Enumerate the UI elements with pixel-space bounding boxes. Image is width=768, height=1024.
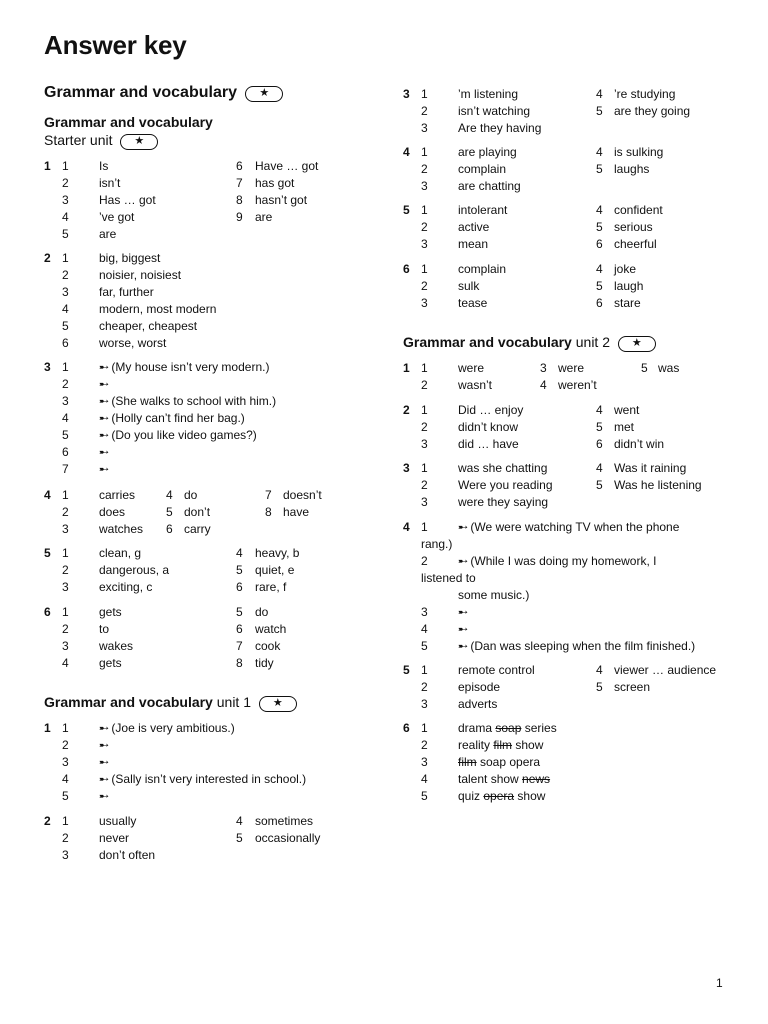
item-number: 1 <box>62 605 69 619</box>
item-number: 3 <box>62 848 69 862</box>
answer-text: weren’t <box>558 378 597 392</box>
item-number: 5 <box>62 428 69 442</box>
arrow-icon: ➸ <box>99 721 109 735</box>
question-number: 2 <box>44 251 51 265</box>
item-number: 4 <box>62 772 69 786</box>
question-number: 1 <box>403 361 410 375</box>
item-number: 1 <box>421 361 428 375</box>
item-number: 5 <box>596 680 603 694</box>
item-number: 1 <box>421 663 428 677</box>
arrow-icon: ➸ <box>99 738 109 752</box>
struck-word: opera <box>483 789 515 803</box>
subheading-text: unit 2 <box>575 334 610 350</box>
answer-text <box>458 772 550 786</box>
item-number: 5 <box>421 639 428 653</box>
item-number: 4 <box>596 461 603 475</box>
answer-text: Did … enjoy <box>458 403 524 417</box>
item-number: 4 <box>596 87 603 101</box>
heading-text: Grammar and vocabulary <box>44 84 237 101</box>
item-number: 1 <box>421 203 428 217</box>
struck-word: soap <box>495 721 522 735</box>
star-rating-badge <box>618 336 656 352</box>
subheading-starter-unit <box>44 132 158 150</box>
answer-word: series <box>521 721 557 735</box>
star-icon: ★ <box>631 337 642 349</box>
item-number: 6 <box>236 580 243 594</box>
item-number: 9 <box>236 210 243 224</box>
answer-word: talent show <box>458 772 523 786</box>
answer-text: tease <box>458 296 488 310</box>
item-number: 3 <box>540 361 547 375</box>
answer-text: is sulking <box>614 145 664 159</box>
item-number: 4 <box>62 411 69 425</box>
answer-word: show <box>514 789 546 803</box>
question-number: 1 <box>44 721 51 735</box>
item-number: 8 <box>265 505 272 519</box>
answer-text: ’re studying <box>614 87 676 101</box>
answer-text: are <box>99 227 117 241</box>
item-number: 3 <box>421 755 428 769</box>
answer-text: dangerous, a <box>99 563 170 577</box>
item-number: 5 <box>62 789 69 803</box>
item-number: 4 <box>62 210 69 224</box>
answer-text: was she chatting <box>458 461 548 475</box>
item-number: 3 <box>62 285 69 299</box>
item-number: 5 <box>596 162 603 176</box>
item-number: 5 <box>421 789 428 803</box>
item-number: 6 <box>596 296 603 310</box>
struck-word: film <box>493 738 513 752</box>
item-number: 3 <box>62 522 69 536</box>
answer-text: ➸ (My house isn’t very modern.) <box>99 360 270 374</box>
answer-text <box>458 605 467 619</box>
item-number: 5 <box>236 831 243 845</box>
section-heading-grammar-vocabulary <box>44 84 283 102</box>
item-number: 1 <box>62 251 69 265</box>
section-heading-unit1 <box>44 694 297 712</box>
answer-word: show <box>512 738 544 752</box>
heading-text: Grammar and vocabulary <box>44 694 213 710</box>
item-number: 5 <box>641 361 648 375</box>
subheading-text: unit 1 <box>216 694 251 710</box>
answer-text: ➸ (Do you like video games?) <box>99 428 257 442</box>
item-number: 2 <box>421 162 428 176</box>
item-number: 4 <box>596 203 603 217</box>
item-number: 3 <box>62 394 69 408</box>
answer-text: do <box>184 488 198 502</box>
answer-text: serious <box>614 220 653 234</box>
question-number: 6 <box>403 721 410 735</box>
item-number: 1 <box>421 721 428 735</box>
item-number: 4 <box>596 403 603 417</box>
answer-text: watch <box>255 622 287 636</box>
heading-text: Grammar and vocabulary <box>44 114 213 130</box>
page-title: Answer key <box>44 30 187 60</box>
answer-text: didn’t win <box>614 437 665 451</box>
struck-word: film <box>458 755 477 769</box>
subheading-text: Starter unit <box>44 132 113 148</box>
answer-text: cheaper, cheapest <box>99 319 198 333</box>
answer-text <box>458 721 557 735</box>
answer-text: gets <box>99 656 122 670</box>
item-number: 2 <box>421 554 428 568</box>
star-icon: ★ <box>259 87 270 99</box>
page-number: 1 <box>716 976 723 990</box>
question-number: 1 <box>44 159 51 173</box>
arrow-icon: ➸ <box>99 394 109 408</box>
arrow-icon: ➸ <box>458 605 468 619</box>
item-number: 1 <box>62 814 69 828</box>
section-heading-starter <box>44 114 213 130</box>
item-number: 5 <box>236 605 243 619</box>
answer-text: ➸ (Holly can’t find her bag.) <box>99 411 245 425</box>
answer-text: noisier, noisiest <box>99 268 182 282</box>
item-number: 3 <box>421 697 428 711</box>
answer-text: ➸ (While I was doing my homework, I <box>458 554 657 568</box>
answer-text: ➸ (Sally isn’t very interested in school.) <box>99 772 307 786</box>
item-number: 2 <box>421 738 428 752</box>
answer-text: were <box>558 361 585 375</box>
answer-text: ➸ (We were watching TV when the phone <box>458 520 680 534</box>
item-number: 4 <box>596 145 603 159</box>
answer-text: were they saying <box>458 495 549 509</box>
answer-text: ➸ (She walks to school with him.) <box>99 394 277 408</box>
item-number: 4 <box>421 772 428 786</box>
star-rating-badge <box>245 86 283 102</box>
arrow-icon: ➸ <box>99 360 109 374</box>
answer-text: stare <box>614 296 641 310</box>
arrow-icon: ➸ <box>458 554 468 568</box>
item-number: 4 <box>236 814 243 828</box>
item-number: 3 <box>62 193 69 207</box>
item-number: 2 <box>421 220 428 234</box>
item-number: 5 <box>166 505 173 519</box>
answer-text: never <box>99 831 130 845</box>
answer-continuation: listened to <box>421 571 476 585</box>
answer-text: active <box>458 220 490 234</box>
item-number: 3 <box>62 755 69 769</box>
item-number: 2 <box>62 505 69 519</box>
question-number: 3 <box>403 87 410 101</box>
item-number: 4 <box>166 488 173 502</box>
item-number: 2 <box>62 377 69 391</box>
answer-text: isn’t <box>99 176 121 190</box>
answer-text: carry <box>184 522 211 536</box>
answer-text: ➸ (Joe is very ambitious.) <box>99 721 235 735</box>
item-number: 6 <box>236 622 243 636</box>
answer-text: watches <box>99 522 144 536</box>
item-number: 4 <box>540 378 547 392</box>
answer-text: has got <box>255 176 295 190</box>
answer-text <box>99 445 108 459</box>
answer-text: carries <box>99 488 136 502</box>
answer-continuation: some music.) <box>458 588 530 602</box>
item-number: 1 <box>421 403 428 417</box>
answer-text: ’m listening <box>458 87 519 101</box>
answer-text: rare, f <box>255 580 287 594</box>
answer-text: wasn’t <box>458 378 493 392</box>
item-number: 4 <box>236 546 243 560</box>
answer-text: does <box>99 505 126 519</box>
item-number: 5 <box>596 420 603 434</box>
item-number: 5 <box>596 104 603 118</box>
item-number: 6 <box>62 336 69 350</box>
question-number: 5 <box>44 546 51 560</box>
item-number: 4 <box>596 663 603 677</box>
answer-text: wakes <box>99 639 134 653</box>
item-number: 2 <box>421 478 428 492</box>
item-number: 2 <box>421 378 428 392</box>
question-number: 4 <box>403 520 410 534</box>
answer-text: Have … got <box>255 159 319 173</box>
answer-text: quiet, e <box>255 563 295 577</box>
answer-text: isn’t watching <box>458 104 531 118</box>
answer-text: cheerful <box>614 237 657 251</box>
item-number: 1 <box>421 520 428 534</box>
answer-text: do <box>255 605 269 619</box>
question-number: 3 <box>44 360 51 374</box>
item-number: 2 <box>421 279 428 293</box>
answer-text: sulk <box>458 279 480 293</box>
item-number: 1 <box>421 461 428 475</box>
item-number: 7 <box>62 462 69 476</box>
arrow-icon: ➸ <box>99 462 109 476</box>
answer-word: soap opera <box>476 755 541 769</box>
answer-text: Has … got <box>99 193 156 207</box>
answer-text: clean, g <box>99 546 142 560</box>
item-number: 1 <box>62 721 69 735</box>
answer-text: are playing <box>458 145 517 159</box>
star-rating-badge <box>120 134 158 150</box>
item-number: 4 <box>421 622 428 636</box>
item-number: 3 <box>421 237 428 251</box>
item-number: 2 <box>421 420 428 434</box>
item-number: 3 <box>421 296 428 310</box>
question-number: 4 <box>403 145 410 159</box>
item-number: 2 <box>62 268 69 282</box>
item-number: 2 <box>421 680 428 694</box>
item-number: 2 <box>62 738 69 752</box>
answer-text: joke <box>614 262 637 276</box>
item-number: 1 <box>421 87 428 101</box>
item-number: 7 <box>236 176 243 190</box>
item-number: 7 <box>265 488 272 502</box>
answer-text: worse, worst <box>99 336 167 350</box>
item-number: 4 <box>62 302 69 316</box>
answer-text: did … have <box>458 437 519 451</box>
item-number: 2 <box>62 563 69 577</box>
item-number: 3 <box>421 179 428 193</box>
item-number: 4 <box>62 656 69 670</box>
item-number: 6 <box>166 522 173 536</box>
arrow-icon: ➸ <box>458 622 468 636</box>
arrow-icon: ➸ <box>99 377 109 391</box>
item-number: 3 <box>62 580 69 594</box>
item-number: 4 <box>596 262 603 276</box>
answer-text: screen <box>614 680 651 694</box>
answer-text: ➸ (Dan was sleeping when the film finished.) <box>458 639 696 653</box>
item-number: 8 <box>236 193 243 207</box>
arrow-icon: ➸ <box>458 520 468 534</box>
answer-text: to <box>99 622 110 636</box>
item-number: 3 <box>421 437 428 451</box>
answer-text: Was it raining <box>614 461 687 475</box>
item-number: 5 <box>62 227 69 241</box>
answer-text: usually <box>99 814 137 828</box>
answer-text: went <box>614 403 640 417</box>
answer-text: Were you reading <box>458 478 553 492</box>
arrow-icon: ➸ <box>99 755 109 769</box>
item-number: 7 <box>236 639 243 653</box>
item-number: 3 <box>62 639 69 653</box>
item-number: 5 <box>596 478 603 492</box>
answer-text: laugh <box>614 279 644 293</box>
answer-text: doesn’t <box>283 488 322 502</box>
item-number: 1 <box>62 546 69 560</box>
arrow-icon: ➸ <box>99 772 109 786</box>
item-number: 6 <box>236 159 243 173</box>
item-number: 2 <box>421 104 428 118</box>
question-number: 5 <box>403 663 410 677</box>
answer-text: complain <box>458 262 507 276</box>
answer-text: Is <box>99 159 109 173</box>
answer-text: gets <box>99 605 122 619</box>
answer-word: quiz <box>458 789 484 803</box>
answer-continuation: rang.) <box>421 537 453 551</box>
item-number: 5 <box>62 319 69 333</box>
answer-text: didn’t know <box>458 420 519 434</box>
question-number: 5 <box>403 203 410 217</box>
answer-text <box>458 738 543 752</box>
answer-text: remote control <box>458 663 535 677</box>
answer-text: don’t <box>184 505 211 519</box>
struck-word: news <box>522 772 551 786</box>
answer-text: are they going <box>614 104 691 118</box>
item-number: 1 <box>421 262 428 276</box>
item-number: 5 <box>596 220 603 234</box>
answer-text: exciting, c <box>99 580 153 594</box>
answer-text: have <box>283 505 310 519</box>
item-number: 6 <box>596 237 603 251</box>
answer-text: occasionally <box>255 831 321 845</box>
answer-text: met <box>614 420 635 434</box>
answer-text: far, further <box>99 285 154 299</box>
answer-text: sometimes <box>255 814 314 828</box>
section-heading-unit2 <box>403 334 656 352</box>
arrow-icon: ➸ <box>99 445 109 459</box>
answer-text: was <box>658 361 680 375</box>
item-number: 1 <box>62 360 69 374</box>
answer-text: adverts <box>458 697 498 711</box>
question-number: 6 <box>44 605 51 619</box>
arrow-icon: ➸ <box>99 411 109 425</box>
item-number: 1 <box>421 145 428 159</box>
answer-text: were <box>458 361 485 375</box>
answer-text: episode <box>458 680 501 694</box>
item-number: 2 <box>62 831 69 845</box>
answer-text <box>99 738 108 752</box>
answer-text: complain <box>458 162 507 176</box>
item-number: 8 <box>236 656 243 670</box>
item-number: 2 <box>62 622 69 636</box>
item-number: 6 <box>596 437 603 451</box>
question-number: 4 <box>44 488 51 502</box>
item-number: 5 <box>236 563 243 577</box>
answer-text: hasn’t got <box>255 193 308 207</box>
arrow-icon: ➸ <box>458 639 468 653</box>
item-number: 6 <box>62 445 69 459</box>
answer-text: modern, most modern <box>99 302 217 316</box>
question-number: 2 <box>44 814 51 828</box>
answer-text: laughs <box>614 162 650 176</box>
item-number: 5 <box>596 279 603 293</box>
item-number: 1 <box>62 159 69 173</box>
answer-word: drama <box>458 721 496 735</box>
answer-text: don’t often <box>99 848 156 862</box>
star-rating-badge <box>259 696 297 712</box>
answer-text: big, biggest <box>99 251 161 265</box>
answer-text: tidy <box>255 656 274 670</box>
arrow-icon: ➸ <box>99 789 109 803</box>
answer-text <box>458 789 545 803</box>
answer-text <box>458 622 467 636</box>
item-number: 3 <box>421 121 428 135</box>
answer-text: heavy, b <box>255 546 300 560</box>
answer-text: cook <box>255 639 281 653</box>
answer-text <box>99 462 108 476</box>
answer-text: are <box>255 210 273 224</box>
answer-text <box>99 755 108 769</box>
star-icon: ★ <box>272 697 283 709</box>
question-number: 2 <box>403 403 410 417</box>
answer-text: mean <box>458 237 489 251</box>
arrow-icon: ➸ <box>99 428 109 442</box>
item-number: 3 <box>421 605 428 619</box>
answer-text: viewer … audience <box>614 663 717 677</box>
answer-text <box>458 755 540 769</box>
item-number: 3 <box>421 495 428 509</box>
answer-text: Was he listening <box>614 478 702 492</box>
answer-text <box>99 377 108 391</box>
question-number: 3 <box>403 461 410 475</box>
answer-text: Are they having <box>458 121 542 135</box>
question-number: 6 <box>403 262 410 276</box>
item-number: 2 <box>62 176 69 190</box>
answer-text: ’ve got <box>99 210 135 224</box>
answer-text: confident <box>614 203 663 217</box>
answer-word: reality <box>458 738 494 752</box>
heading-text: Grammar and vocabulary <box>403 334 572 350</box>
answer-text: are chatting <box>458 179 521 193</box>
answer-text: intolerant <box>458 203 508 217</box>
answer-text <box>99 789 108 803</box>
star-icon: ★ <box>134 135 145 147</box>
item-number: 1 <box>62 488 69 502</box>
